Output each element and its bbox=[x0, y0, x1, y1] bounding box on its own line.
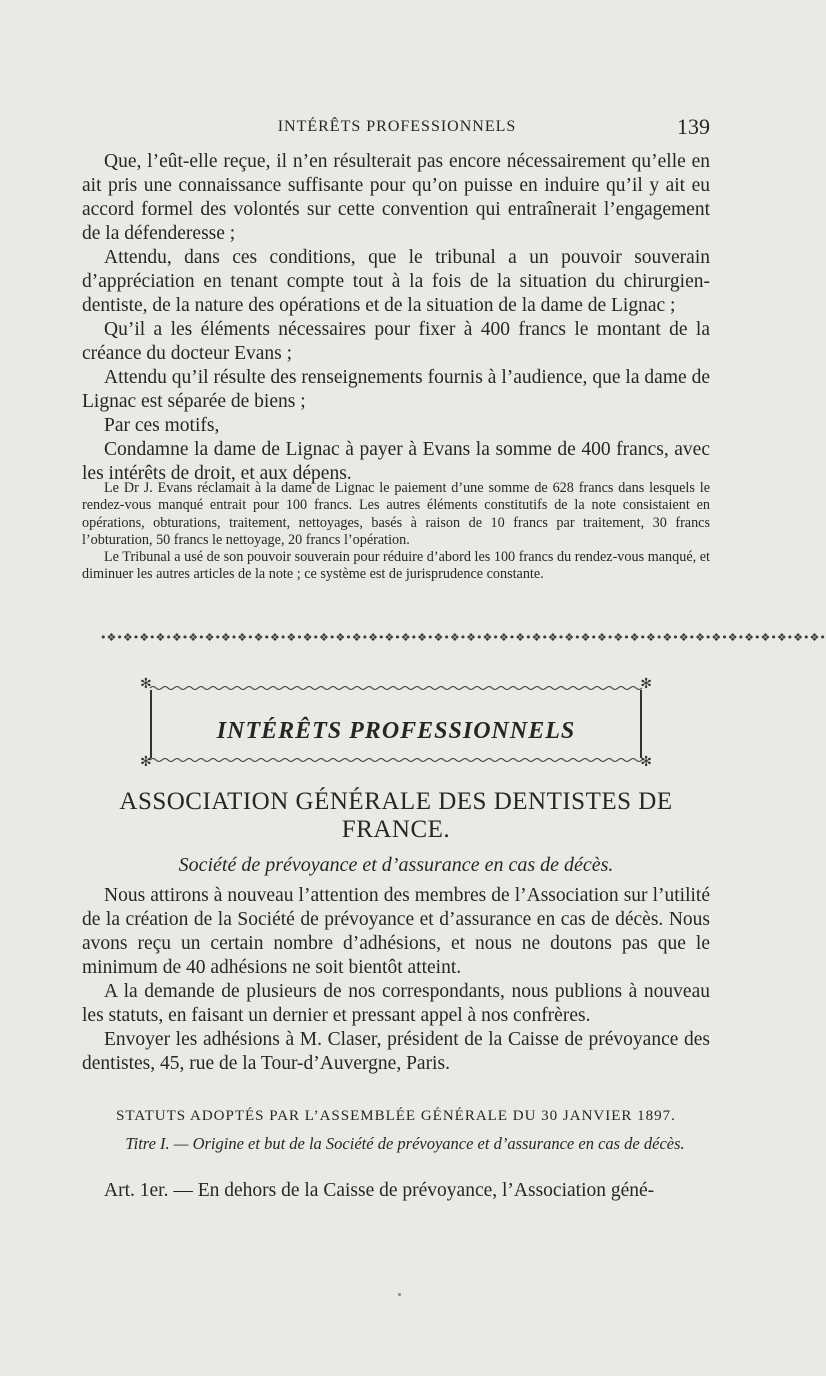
footnotes bbox=[82, 480, 710, 584]
wavy-border-bottom bbox=[150, 757, 642, 763]
corner-ornament-icon: ✻ bbox=[140, 755, 152, 770]
association-subtitle: Société de prévoyance et d’assurance en cas de décès. bbox=[178, 854, 614, 876]
page-header bbox=[84, 114, 710, 142]
titre-heading: Titre I. — Origine et but de la Société de prévoyance et d’assurance en cas de décès. bbox=[125, 1134, 685, 1153]
corner-ornament-icon: ✻ bbox=[640, 755, 652, 770]
note: Le Dr J. Evans réclamait à la dame de Lignac le paiement d’une somme de 628 francs dans lesquels le rendez-vous manqué entrait pour 100 francs. Les autres éléments constitutifs de la note consistaient en opérations, obturations, traitement, nettoyages, basés à raison de 10 francs par traitement, 30 francs l’obturation, 50 francs le nettoyage, 20 francs l’opération. bbox=[82, 480, 710, 548]
association-text bbox=[82, 884, 710, 1076]
running-title: INTÉRÊTS PROFESSIONNELS bbox=[277, 118, 517, 135]
section-title-frame bbox=[140, 678, 652, 770]
paragraph: Attendu qu’il résulte des renseignements fournis à l’audience, que la dame de Lignac est séparée de biens ; bbox=[82, 367, 710, 412]
association-title: ASSOCIATION GÉNÉRALE DES DENTISTES DE FRANCE. bbox=[119, 788, 673, 843]
paragraph: Envoyer les adhésions à M. Claser, président de la Caisse de prévoyance des dentistes, 45, rue de la Tour-d’Auvergne, Paris. bbox=[82, 1029, 710, 1074]
judgment-text bbox=[82, 150, 710, 486]
note: Le Tribunal a usé de son pouvoir souverain pour réduire d’abord les 100 francs du rendez-vous manqué, et diminuer les autres articles de la note ; ce système est de jurisprudence constante. bbox=[82, 549, 710, 583]
paragraph: Que, l’eût-elle reçue, il n’en résulterait pas encore nécessairement qu’elle en ait pris une connaissance suffisante pour qu’on puisse en induire qu’il y ait eu accord formel des volontés sur cette convention qui entraînerait l’engagement de la défenderesse ; bbox=[82, 151, 710, 244]
paragraph: Qu’il a les éléments nécessaires pour fixer à 400 francs le montant de la créance du docteur Evans ; bbox=[82, 319, 710, 364]
paragraph: Attendu, dans ces conditions, que le tribunal a un pouvoir souverain d’appréciation en tenant compte tout à la fois de la situation du chirurgien-dentiste, de la nature des opérations et de la situation de la dame de Lignac ; bbox=[82, 247, 710, 316]
section-title: INTÉRÊTS PROFESSIONNELS bbox=[216, 718, 576, 744]
paragraph: Par ces motifs, bbox=[104, 415, 220, 436]
corner-ornament-icon: ✻ bbox=[640, 677, 652, 692]
frame-inner bbox=[150, 690, 642, 758]
statuts-heading: STATUTS ADOPTÉS PAR L’ASSEMBLÉE GÉNÉRALE DU 30 JANVIER 1897. bbox=[116, 1108, 676, 1124]
paragraph: Nous attirons à nouveau l’attention des membres de l’Association sur l’utilité de la création de la Société de prévoyance et d’assurance en cas de décès. Nous avons reçu un certain nombre d’adhésions, et nous ne doutons pas que le minimum de 40 adhésions ne soit bientôt atteint. bbox=[82, 885, 710, 978]
ornamental-divider: •❖•❖•❖•❖•❖•❖•❖•❖•❖•❖•❖•❖•❖•❖•❖•❖•❖•❖•❖•❖•❖•❖•❖•❖•❖•❖•❖•❖•❖•❖•❖•❖•❖•❖•❖•❖•❖•❖•❖•❖•❖•❖•❖•❖• bbox=[100, 631, 826, 644]
page-number: 139 bbox=[677, 114, 710, 139]
paragraph: Condamne la dame de Lignac à payer à Evans la somme de 400 francs, avec les intérêts de droit, et aux dépens. bbox=[82, 439, 710, 484]
paragraph: A la demande de plusieurs de nos correspondants, nous publions à nouveau les statuts, en faisant un dernier et pressant appel à nos confrères. bbox=[82, 981, 710, 1026]
print-speck bbox=[398, 1293, 401, 1296]
article-line: Art. 1er. — En dehors de la Caisse de prévoyance, l’Association géné- bbox=[104, 1180, 655, 1201]
corner-ornament-icon: ✻ bbox=[140, 677, 152, 692]
